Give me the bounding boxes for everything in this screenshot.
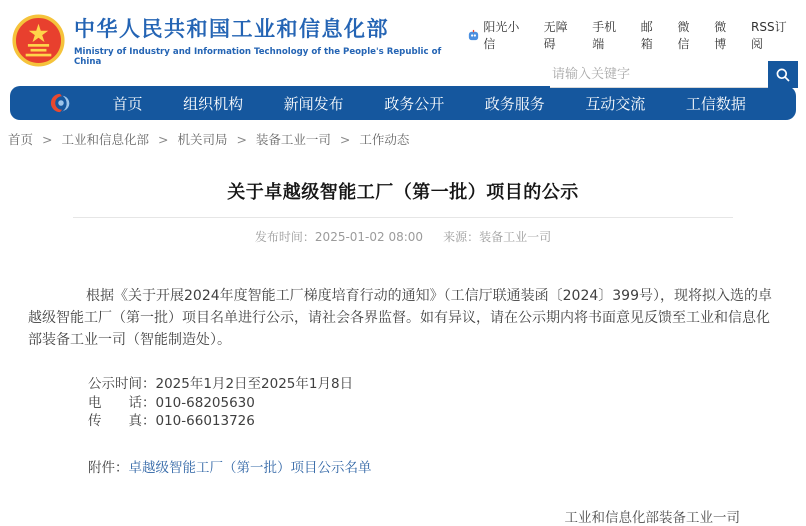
- main-nav: [10, 86, 796, 120]
- search-icon: [775, 67, 791, 83]
- source-label: 来源：: [443, 230, 480, 244]
- national-emblem-icon: [12, 14, 65, 67]
- quick-link-weibo[interactable]: 微博: [714, 20, 727, 51]
- nav-item-gov-open[interactable]: 政务公开: [384, 94, 445, 113]
- publicity-period-line: 公示时间：2025年1月2日至2025年1月8日: [88, 376, 354, 392]
- nav-item-news[interactable]: 新闻发布: [283, 94, 344, 113]
- site-title: 中华人民共和国工业和信息化部: [74, 17, 389, 41]
- quick-link-mail[interactable]: 邮箱: [640, 20, 653, 51]
- fax-line: 传 真：010-66013726: [88, 413, 255, 429]
- breadcrumb-item-miit[interactable]: 工业和信息化部: [61, 132, 149, 147]
- quick-link-mascot[interactable]: [467, 18, 530, 52]
- quick-link-rss[interactable]: RSS订阅: [751, 20, 787, 51]
- breadcrumb: [8, 130, 806, 148]
- attachment-line: [88, 456, 778, 476]
- quick-link-accessibility[interactable]: 无障碍: [543, 20, 568, 51]
- breadcrumb-separator: >: [42, 132, 53, 147]
- mascot-icon: [467, 29, 480, 42]
- nav-item-home[interactable]: 首页: [112, 94, 143, 113]
- breadcrumb-item-departments[interactable]: 机关司局: [177, 132, 228, 147]
- brand-text: [74, 13, 467, 67]
- breadcrumb-separator: >: [157, 132, 169, 147]
- nav-item-data[interactable]: 工信数据: [685, 94, 746, 113]
- header-right: [467, 13, 798, 88]
- nav-item-organization[interactable]: 组织机构: [183, 94, 244, 113]
- site-header: [0, 0, 806, 86]
- site-subtitle: Ministry of Industry and Information Technology of the People's Republic of China: [74, 47, 442, 67]
- publish-time-value: 2025-01-02 08:00: [314, 230, 424, 244]
- attachment-link[interactable]: 卓越级智能工厂（第一批）项目公示名单: [128, 459, 372, 476]
- site-brand: [12, 13, 467, 67]
- breadcrumb-item-work-news[interactable]: 工作动态: [359, 132, 410, 147]
- search-bar: [550, 61, 798, 88]
- miit-logo-icon: [50, 92, 72, 114]
- breadcrumb-separator: >: [236, 132, 247, 147]
- search-input[interactable]: [550, 62, 768, 88]
- quick-links: [467, 18, 798, 52]
- nav-item-gov-service[interactable]: 政务服务: [484, 94, 545, 113]
- source-value: 装备工业一司: [479, 230, 552, 244]
- article-body: [28, 285, 778, 351]
- article-meta: [28, 228, 778, 245]
- article-paragraph: 根据《关于开展2024年度智能工厂梯度培育行动的通知》（工信厅联通装函〔2024〕399号），现将拟入选的卓越级智能工厂（第一批）项目名单进行公示，请社会各界监督。如有异议，请在公示期内将书面意见反馈至工业和信息化部装备工业一司（智能制造处）。: [28, 288, 772, 348]
- article-signature: 工业和信息化部装备工业一司: [564, 509, 740, 526]
- breadcrumb-item-equipment-dept[interactable]: 装备工业一司: [255, 132, 331, 147]
- breadcrumb-item-home[interactable]: 首页: [8, 132, 34, 147]
- page-title: 关于卓越级智能工厂（第一批）项目的公示: [227, 182, 579, 203]
- attachment-label: 附件：: [88, 459, 129, 476]
- publish-time-label: 发布时间：: [254, 230, 315, 244]
- quick-link-mobile[interactable]: 手机端: [592, 20, 617, 51]
- quick-link-wechat[interactable]: 微信: [677, 20, 690, 51]
- quick-link-label: 阳光小信: [483, 20, 520, 51]
- title-divider: [73, 217, 733, 218]
- breadcrumb-separator: >: [339, 132, 351, 147]
- contact-info: [88, 375, 778, 431]
- phone-line: 电 话：010-68205630: [88, 394, 255, 411]
- search-button[interactable]: [768, 61, 798, 88]
- article: [28, 178, 778, 526]
- nav-item-interaction[interactable]: 互动交流: [585, 94, 646, 113]
